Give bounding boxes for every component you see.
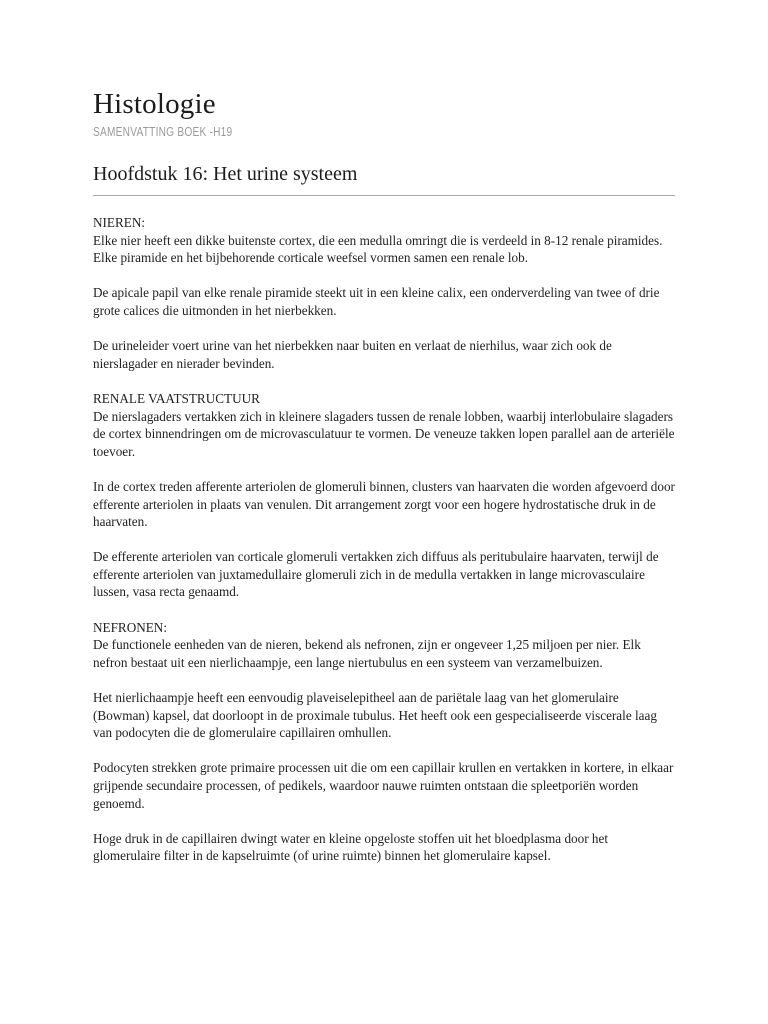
paragraph-block: [93, 759, 675, 812]
paragraph-text: Het nierlichaampje heeft een eenvoudig plaveiselepitheel aan de pariëtale laag van het glomerulaire (Bowman) kapsel, dat doorloopt in de proximale tubulus. Het heeft ook een gespecialiseerde viscerale laag van podocyten die de glomerulaire capillairen omhullen.: [93, 690, 657, 741]
paragraph-block: [93, 214, 675, 267]
section-label-renale-vaatstructuur: RENALE VAATSTRUCTUUR: [93, 390, 260, 406]
chapter-heading: Hoofdstuk 16: Het urine systeem: [93, 161, 675, 196]
paragraph-text: In de cortex treden afferente arteriolen de glomeruli binnen, clusters van haarvaten die worden afgevoerd door efferente arteriolen in plaats van venulen. Dit arrangement zorgt voor een hogere hydrostatische druk in de haarvaten.: [93, 478, 675, 530]
paragraph-block: [93, 337, 675, 372]
paragraph-text: De urineleider voert urine van het nierbekken naar buiten en verlaat de nierhilus, waar zich ook de nierslagader en nierader bevinden.: [93, 338, 612, 371]
paragraph-text: De efferente arteriolen van corticale glomeruli vertakken zich diffuus als peritubulaire haarvaten, terwijl de efferente arteriolen van juxtamedullaire glomeruli zich in de medulla vertakken in lange microvasculaire lussen, vasa recta genaamd.: [93, 549, 659, 600]
paragraph-text: Podocyten strekken grote primaire processen uit die om een capillair krullen en vertakken in kortere, in elkaar grijpende secundaire processen, of pedikels, waardoor nauwe ruimten ontstaan die spleetporiën worden genoemd.: [93, 760, 674, 811]
document-page: [93, 86, 675, 883]
paragraph-text: De apicale papil van elke renale piramide steekt uit in een kleine calix, een onderverdeling van twee of drie grote calices die uitmonden in het nierbekken.: [93, 285, 660, 318]
document-subtitle: SAMENVATTING BOEK -H19: [93, 124, 233, 139]
section-label-nieren: NIEREN:: [93, 215, 146, 230]
paragraph-text: Hoge druk in de capillairen dwingt water en kleine opgeloste stoffen uit het bloedplasma door het glomerulaire filter in de kapselruimte (of urine ruimte) binnen het glomerulaire kapsel.: [93, 830, 609, 864]
paragraph-block: [93, 284, 675, 319]
paragraph-block: [93, 548, 675, 601]
paragraph-text: De nierslagaders vertakken zich in kleinere slagaders tussen de renale lobben, waarbij interlobulaire slagaders de cortex binnendringen om de microvasculatuur te vormen. De veneuze takken lopen parallel aan de arteriële toevoer.: [93, 408, 675, 459]
paragraph-block: [93, 830, 675, 865]
paragraph-block: [93, 689, 675, 742]
paragraph-text: De functionele eenheden van de nieren, bekend als nefronen, zijn er ongeveer 1,25 miljoen per nier. Elk nefron bestaat uit een nierlichaampje, een lange niertubulus en een systeem van verzamelbuizen.: [93, 637, 641, 670]
document-title: Histologie: [93, 88, 216, 120]
paragraph-block: [93, 478, 675, 531]
section-label-nefronen: NEFRONEN:: [93, 619, 167, 635]
paragraph-text: Elke nier heeft een dikke buitenste cortex, die een medulla omringt die is verdeeld in 8-12 renale piramides. Elke piramide en het bijbehorende corticale weefsel vormen samen een renale lob.: [93, 232, 663, 266]
document-body: [93, 214, 675, 865]
paragraph-block: [93, 390, 675, 460]
paragraph-block: [93, 619, 675, 672]
